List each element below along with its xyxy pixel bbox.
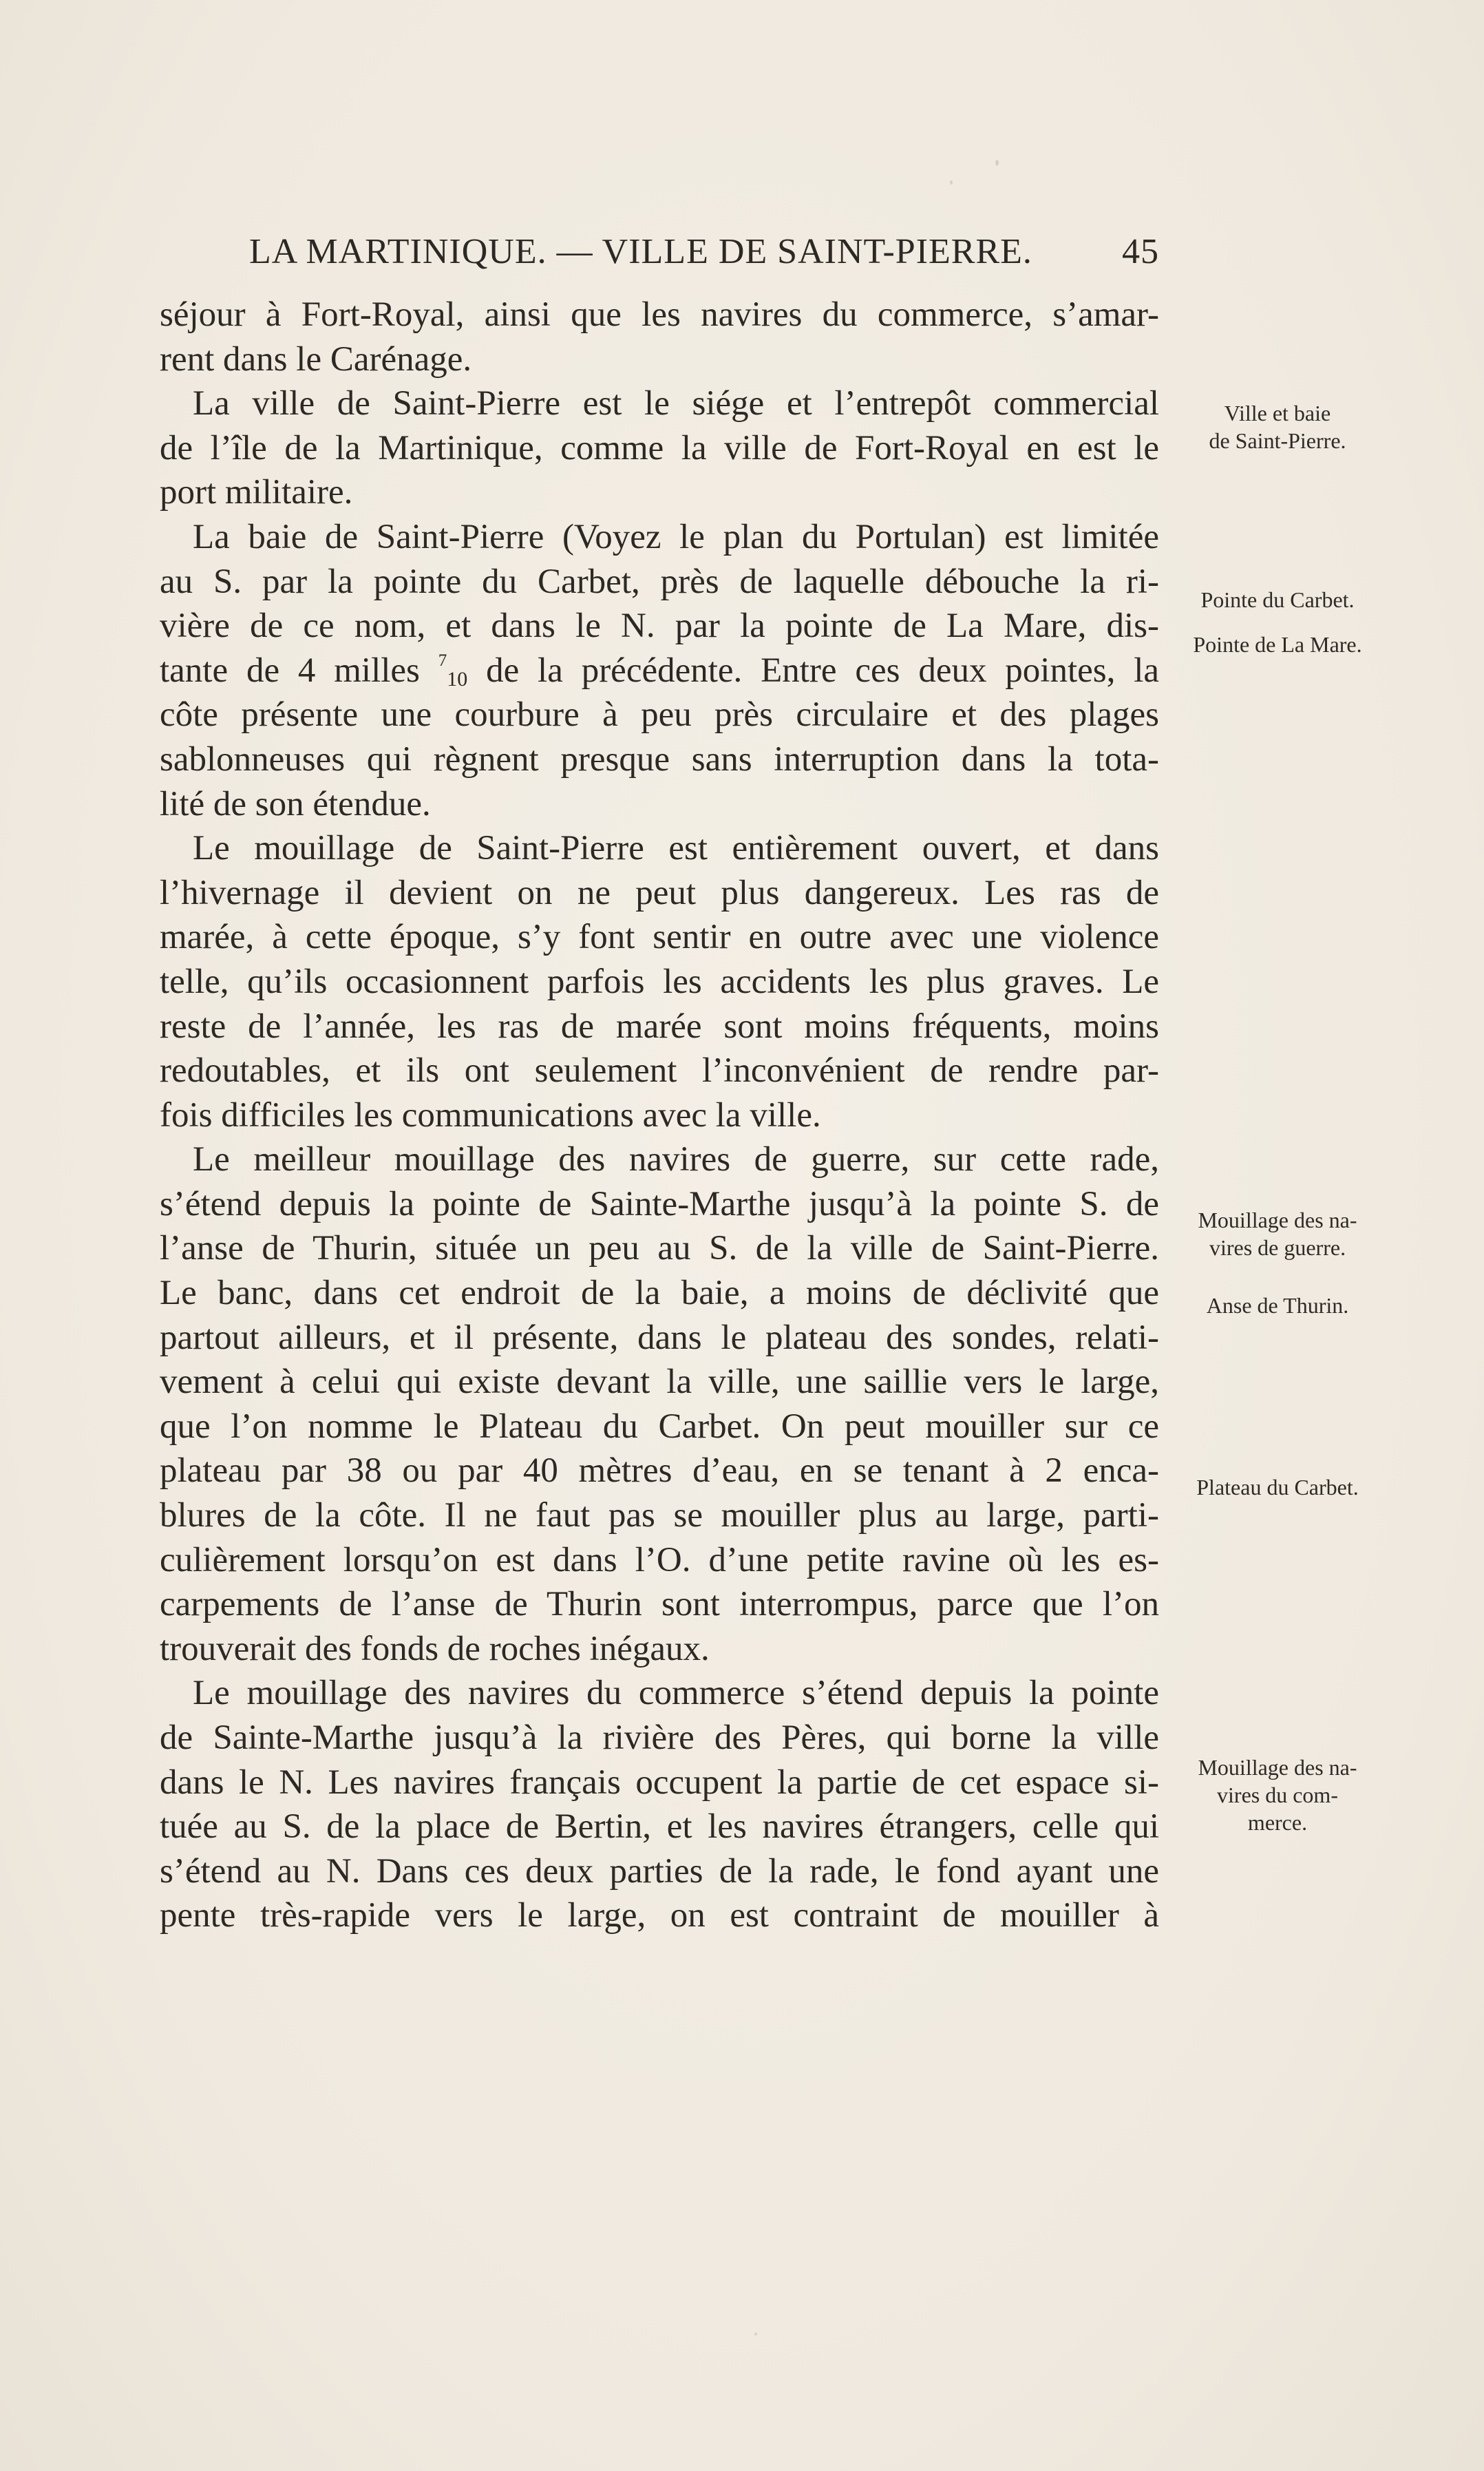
fraction bbox=[438, 652, 468, 690]
text-line: blures de la côte. Il ne faut pas se mouiller plus au large, parti- bbox=[160, 1496, 1159, 1535]
text-line: pente très-rapide vers le large, on est contraint de mouiller à bbox=[160, 1896, 1159, 1935]
margin-note-line: Mouillage des na- bbox=[1198, 1208, 1357, 1232]
fraction-numerator: 7 bbox=[438, 651, 447, 670]
text-line: que l’on nomme le Plateau du Carbet. On peut mouiller sur ce bbox=[160, 1407, 1159, 1446]
text-fragment: tante de 4 milles bbox=[160, 651, 420, 690]
text-line: rent dans le Carénage. bbox=[160, 339, 472, 379]
paper-speck bbox=[754, 2333, 757, 2335]
text-line: marée, à cette époque, s’y font sentir en outre avec une violence bbox=[160, 918, 1159, 957]
text-line: sablonneuses qui règnent presque sans interruption dans la tota- bbox=[160, 739, 1159, 779]
text-line: trouverait des fonds de roches inégaux. bbox=[160, 1629, 710, 1668]
text-line: fois difficiles les communications avec la ville. bbox=[160, 1095, 821, 1135]
text-line: l’hivernage il devient on ne peut plus dangereux. Les ras de bbox=[160, 873, 1159, 912]
text-line: culièrement lorsqu’on est dans l’O. d’une petite ravine où les es- bbox=[160, 1540, 1159, 1579]
text-line: La ville de Saint-Pierre est le siége et l’entrepôt commercial bbox=[193, 384, 1159, 423]
margin-note-line: vires du com- bbox=[1217, 1783, 1338, 1807]
text-line: Le mouillage des navires du commerce s’étend depuis la pointe bbox=[193, 1674, 1159, 1713]
margin-note-mouillage-commerce bbox=[1174, 1754, 1381, 1836]
margin-note-anse-thurin bbox=[1174, 1292, 1381, 1319]
margin-note-line: vires de guerre. bbox=[1209, 1235, 1346, 1260]
margin-note-line: de Saint-Pierre. bbox=[1209, 428, 1346, 453]
text-line: Le mouillage de Saint-Pierre est entièrement ouvert, et dans bbox=[193, 829, 1159, 868]
margin-note-line: merce. bbox=[1247, 1810, 1308, 1835]
margin-note-line: Pointe de La Mare. bbox=[1193, 632, 1362, 657]
text-line: de l’île de la Martinique, comme la ville de Fort-Royal en est le bbox=[160, 428, 1159, 467]
running-title: LA MARTINIQUE. — VILLE DE SAINT-PIERRE. bbox=[249, 232, 1032, 271]
margin-note-line: Anse de Thurin. bbox=[1206, 1293, 1349, 1318]
text-line: s’étend depuis la pointe de Sainte-Marthe jusqu’à la pointe S. de bbox=[160, 1184, 1159, 1223]
text-line: côte présente une courbure à peu près circulaire et des plages bbox=[160, 695, 1159, 735]
text-line: Le meilleur mouillage des navires de guerre, sur cette rade, bbox=[193, 1140, 1159, 1179]
body-text bbox=[160, 293, 1159, 1938]
running-header bbox=[249, 228, 1159, 276]
text-line: partout ailleurs, et il présente, dans le plateau des sondes, relati- bbox=[160, 1318, 1159, 1357]
text-line: vement à celui qui existe devant la ville, une saillie vers le large, bbox=[160, 1363, 1159, 1402]
page-number: 45 bbox=[1122, 232, 1159, 271]
margin-note-line: Ville et baie bbox=[1224, 401, 1331, 425]
text-line: redoutables, et ils ont seulement l’inconvénient de rendre par- bbox=[160, 1051, 1159, 1091]
text-line bbox=[160, 649, 1159, 693]
text-line: dans le N. Les navires français occupent la partie de cet espace si- bbox=[160, 1763, 1159, 1802]
margin-note-pointe-la-mare bbox=[1174, 631, 1381, 658]
text-line: plateau par 38 ou par 40 mètres d’eau, en se tenant à 2 enca- bbox=[160, 1451, 1159, 1491]
paper-speck bbox=[950, 180, 953, 185]
text-line: tuée au S. de la place de Bertin, et les navires étrangers, celle qui bbox=[160, 1807, 1159, 1847]
margin-note-ville-baie bbox=[1181, 399, 1374, 454]
text-line: l’anse de Thurin, située un peu au S. de la ville de Saint-Pierre. bbox=[160, 1229, 1159, 1268]
margin-note-line: Mouillage des na- bbox=[1198, 1755, 1357, 1780]
text-line: Le banc, dans cet endroit de la baie, a moins de déclivité que bbox=[160, 1274, 1159, 1313]
text-line: au S. par la pointe du Carbet, près de laquelle débouche la ri- bbox=[160, 562, 1159, 601]
margin-note-pointe-carbet bbox=[1174, 586, 1381, 613]
text-line: de Sainte-Marthe jusqu’à la rivière des Pères, qui borne la ville bbox=[160, 1718, 1159, 1757]
paper-speck bbox=[995, 160, 999, 166]
text-line: La baie de Saint-Pierre (Voyez le plan du Portulan) est limitée bbox=[193, 517, 1159, 556]
text-line: port militaire. bbox=[160, 473, 353, 512]
text-line: séjour à Fort-Royal, ainsi que les navires du commerce, s’amar- bbox=[160, 295, 1159, 334]
text-line: vière de ce nom, et dans le N. par la pointe de La Mare, dis- bbox=[160, 607, 1159, 646]
text-line: telle, qu’ils occasionnent parfois les accidents les plus graves. Le bbox=[160, 962, 1159, 1001]
margin-note-plateau-carbet bbox=[1174, 1473, 1381, 1501]
margin-note-line: Pointe du Carbet. bbox=[1200, 587, 1355, 612]
margin-note-mouillage-guerre bbox=[1174, 1206, 1381, 1261]
fraction-denominator: 10 bbox=[447, 667, 468, 691]
text-line: carpements de l’anse de Thurin sont interrompus, parce que l’on bbox=[160, 1585, 1159, 1624]
margin-note-line: Plateau du Carbet. bbox=[1196, 1475, 1359, 1500]
text-line: reste de l’année, les ras de marée sont moins fréquents, moins bbox=[160, 1007, 1159, 1046]
text-line: s’étend au N. Dans ces deux parties de la rade, le fond ayant une bbox=[160, 1851, 1159, 1891]
text-fragment: de la précédente. Entre ces deux pointes, la bbox=[486, 651, 1160, 690]
text-line: lité de son étendue. bbox=[160, 784, 431, 823]
